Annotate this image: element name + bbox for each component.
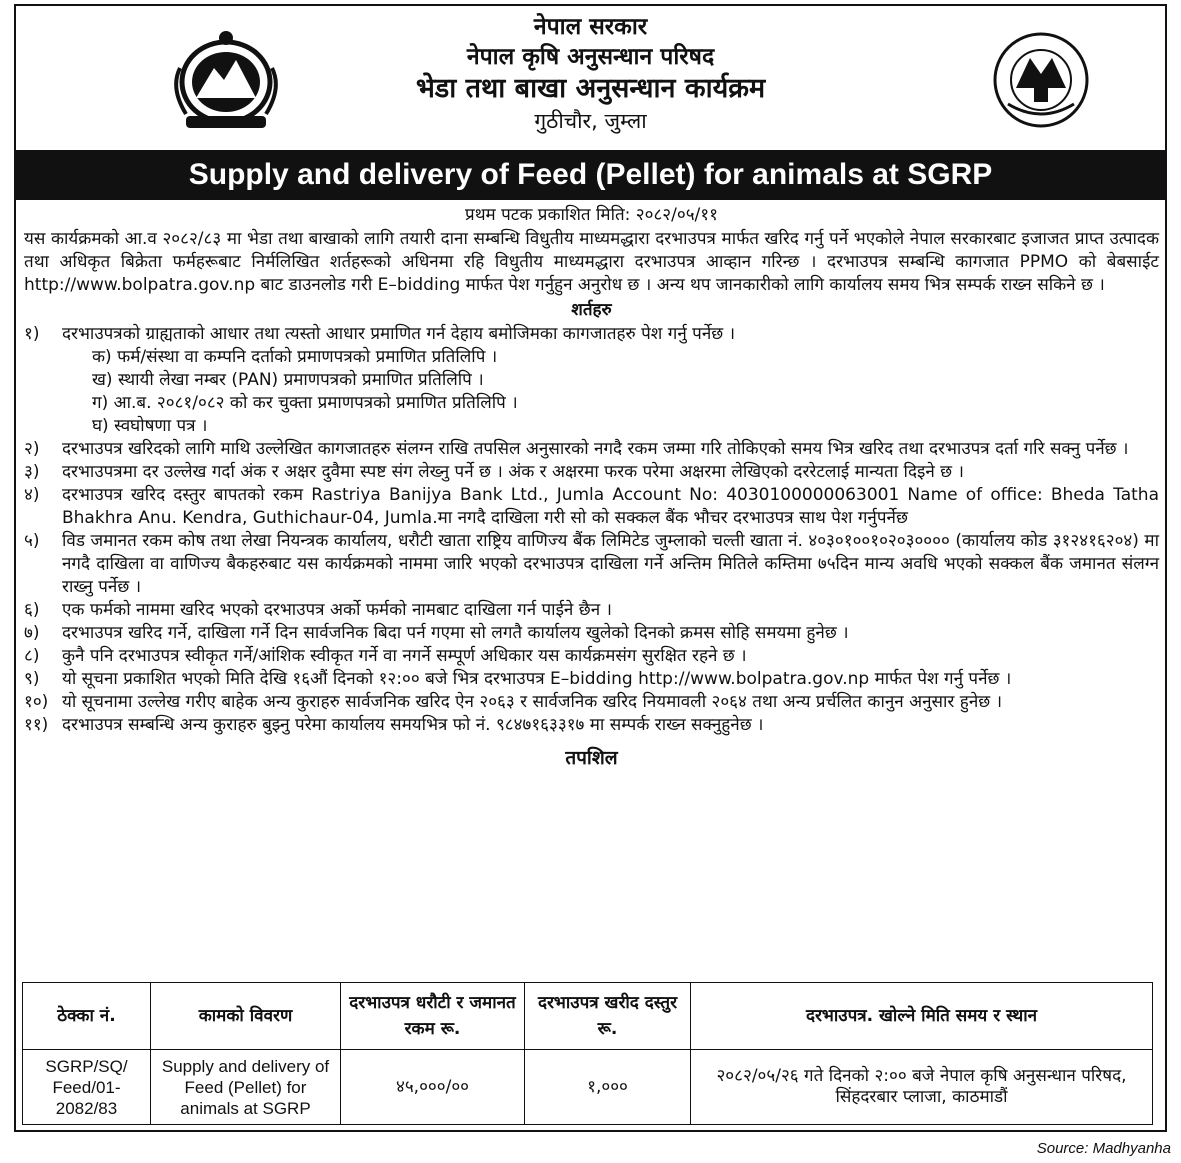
condition-text: एक फर्मको नाममा खरिद भएको दरभाउपत्र अर्को फर्मको नामबाट दाखिला गर्न पाईने छैन । [62,600,612,620]
condition-text: दरभाउपत्रमा दर उल्लेख गर्दा अंक र अक्षर दुवैमा स्पष्ट संग लेख्नु पर्ने छ । अंक र अक्षरमा फरक परेमा अक्षरमा लेखिएको दररेटलाई मान्यता दिइने छ । [62,462,964,482]
column-header: कामको विवरण [151,983,341,1050]
work-description: Supply and delivery of Feed (Pellet) for animals at SGRP [151,1050,341,1125]
header-text [316,12,865,136]
office-location: गुठीचौर, जुम्ला [534,109,647,133]
condition-item [24,599,1159,622]
document-item: क) फर्म/संस्था वा कम्पनि दर्ताको प्रमाणपत्रको प्रमाणित प्रतिलिपि । [92,347,498,367]
table-header-row [23,983,1153,1050]
conditions-heading: शर्तहरु [571,300,612,320]
condition-number: ८) [24,646,40,666]
condition-item [24,668,1159,691]
column-header: ठेक्का नं. [23,983,151,1050]
council-name: नेपाल कृषि अनुसन्धान परिषद [466,44,715,70]
table-row [23,1050,1153,1125]
condition-number: ७) [24,623,40,643]
condition-item [24,645,1159,668]
contract-number: SGRP/SQ/ Feed/01- 2082/83 [23,1050,151,1125]
document-item: ख) स्थायी लेखा नम्बर (PAN) प्रमाणपत्रको प्रमाणित प्रतिलिपि । [92,370,484,390]
condition-item [24,714,1159,737]
condition-number: ५) [24,531,40,551]
condition-item [24,691,1159,714]
condition-text: दरभाउपत्र खरिद गर्ने, दाखिला गर्ने दिन सार्वजनिक बिदा पर्न गएमा सो लगतै कार्यालय खुलेको दिनको क्रमस सोहि समयमा हुनेछ । [62,623,849,643]
condition-text: कुनै पनि दरभाउपत्र स्वीकृत गर्ने/आंशिक स्वीकृत गर्ने वा नगर्ने सम्पूर्ण अधिकार यस कार्यक्रमसंग सुरक्षित रहने छ । [62,646,747,666]
condition-number: १) [24,324,40,344]
condition-text: यो सूचनामा उल्लेख गरीए बाहेक अन्य कुराहरु सार्वजनिक खरिद ऐन २०६३ र सार्वजनिक खरिद नियमावली २०६४ तथा अन्य प्रर्चलित कानुन अनुसार हुनेछ । [62,692,1003,712]
publish-date: प्रथम पटक प्रकाशित मिति: २०८२/०५/११ [465,205,718,225]
bid-security-amount: ४५,०००/०० [341,1050,525,1125]
condition-number: ३) [24,462,40,482]
condition-text: दरभाउपत्र खरिदको लागि माथि उल्लेखित कागजातहरु संलग्न राखि तपसिल अनुसारको नगदै रकम जम्मा गरि तोकिएको समय भित्र खरिद तथा दरभाउपत्र दर्ता गरि सक्नु पर्नेछ । [62,439,1129,459]
condition-text: यो सूचना प्रकाशित भएको मिति देखि १६औं दिनको १२:०० बजे भित्र दरभाउपत्र E–bidding http://www.bolpatra.gov.np मार्फत पेश गर्नु पर्नेछ । [62,669,1012,689]
column-header: दरभाउपत्र खरीद दस्तुर रू. [525,983,691,1050]
condition-item [24,461,1159,484]
intro-paragraph: यस कार्यक्रमको आ.व २०८२/८३ मा भेडा तथा बाखाको लागि तयारी दाना सम्बन्धि विधुतीय माध्यमद्धारा दरभाउपत्र मार्फत खरिद गर्नु पर्ने भएकोले नेपाल सरकारबाट इजाजत प्राप्त उत्पादक तथा अधिकृत बिक्रेता फर्महरूबाट निर्मलिखित शर्तहरूको अधिनमा रहि विधुतीय माध्यमद्धारा दरभाउपत्र आव्हान गरिन्छ । दरभाउपत्र सम्बन्धि कागजात PPMO को बेबसाईट http://www.bolpatra.gov.np बाट डाउनलोड गरी E–bidding मार्फत पेश गर्नुहुन अनुरोध छ । अन्य थप जानकारीको लागि कार्यालय समय भित्र सम्पर्क राख्न सकिने छ । [24,229,1159,295]
condition-number: ६) [24,600,40,620]
nepal-government-emblem-icon [166,28,286,132]
column-header: दरभाउपत्र धरौटी र जमानत रकम रू. [341,983,525,1050]
condition-number: ११) [24,715,49,735]
source-credit: Source: Madhyanha [1036,1140,1171,1157]
tender-notice [14,4,1167,1132]
condition-text: दरभाउपत्र खरिद दस्तुर बापतको रकम Rastriya Banijya Bank Ltd., Jumla Account No: 4030100000063001 Name of office: Bheda Tatha Bhakhra Anu. Kendra, Guthichaur-04, Jumla.मा नगदै दाखिला गरी सो को सक्कल बैंक भौचर दरभाउपत्र साथ पेश गर्नुपर्नेछ [62,485,1159,528]
bid-opening-details: २०८२/०५/२६ गते दिनको २:०० बजे नेपाल कृषि अनुसन्धान परिषद, सिंहदरबार प्लाजा, काठमाडौं [691,1050,1153,1125]
condition-number: ९) [24,669,40,689]
government-name: नेपाल सरकार [533,14,648,40]
schedule-heading: तपशिल [565,747,618,769]
condition-item [24,438,1159,461]
condition-number: २) [24,439,40,459]
condition-item [24,622,1159,645]
program-name: भेडा तथा बाखा अनुसन्धान कार्यक्रम [415,73,766,104]
document-item: घ) स्वघोषणा पत्र । [92,416,208,436]
condition-text: दरभाउपत्र सम्बन्धि अन्य कुराहरु बुझ्नु परेमा कार्यालय समयभित्र फो नं. ९८४७१६३३१७ मा सम्पर्क राख्न सक्नुहुनेछ । [62,715,764,735]
condition-item [24,530,1159,599]
column-header: दरभाउपत्र. खोल्ने मिति समय र स्थान [691,983,1153,1050]
condition-item [24,484,1159,530]
condition-text: दरभाउपत्रको ग्राह्यताको आधार तथा त्यस्तो आधार प्रमाणित गर्न देहाय बमोजिमका कागजातहरु पेश गर्नु पर्नेछ । [62,324,736,344]
document-item: ग) आ.ब. २०८१/०८२ को कर चुक्ता प्रमाणपत्रको प्रमाणित प्रतिलिपि । [92,393,518,413]
condition-number: १०) [24,692,49,712]
condition-number: ४) [24,485,40,505]
schedule-table [22,982,1153,1125]
notice-body [24,202,1159,773]
notice-header [16,6,1165,148]
condition-text: विड जमानत रकम कोष तथा लेखा नियन्त्रक कार्यालय, धरौटी खाता राष्ट्रिय वाणिज्य बैंक लिमिटेड जुम्लाको चल्ती खाता नं. ४०३०१००१०२०३०००० (कार्यालय कोड ३१२४१६२०४) मा नगदै दाखिला वा वाणिज्य बैकहरुबाट यस कार्यक्रमको नाममा जारि भएको दरभाउपत्र दाखिला गर्ने अन्तिम मितिले कम्तिमा ७५दिन मान्य अवधि भएको सक्कल बैंक जमानत संलग्न राख्नु पर्नेछ । [62,531,1159,597]
bid-purchase-fee: १,००० [525,1050,691,1125]
narc-logo-icon [986,28,1096,136]
notice-title: Supply and delivery of Feed (Pellet) for animals at SGRP [16,150,1165,200]
condition-item [24,323,1159,346]
